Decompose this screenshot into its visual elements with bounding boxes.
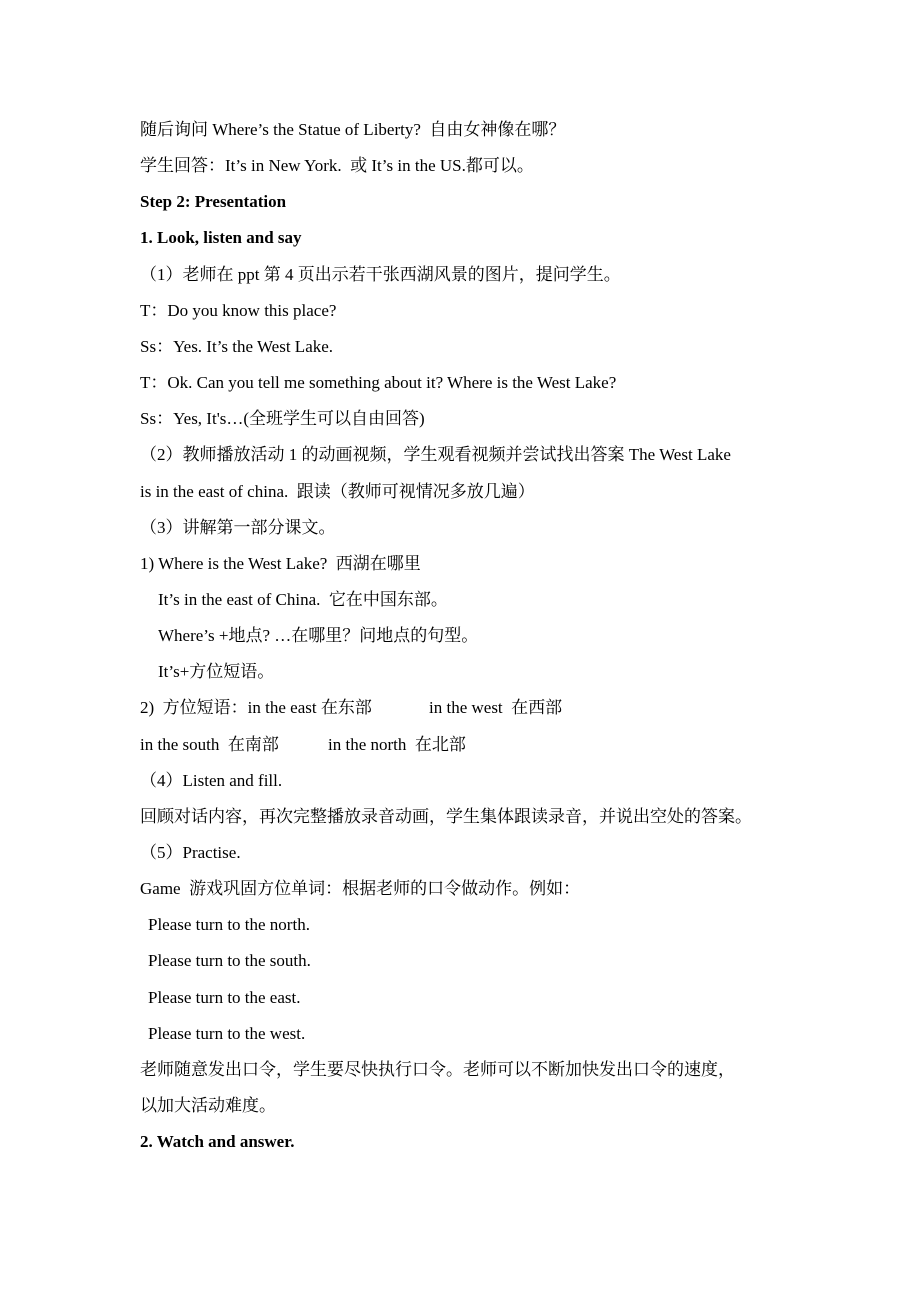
text-segment: （4）Listen and fill. [140,770,283,790]
text-segment: Step 2: Presentation [140,192,287,212]
text-segment: It’s in the east of China. 它在中国东部。 [158,589,448,609]
text-segment: Please turn to the east. [148,987,301,1007]
text-segment: T：Ok. Can you tell me something about it? Where is the West Lake? [140,373,617,393]
text-segment: Please turn to the west. [148,1023,306,1043]
text-segment: Where’s +地点? …在哪里？问地点的句型。 [158,626,479,646]
text-segment: It’s+方位短语。 [158,662,275,682]
text-segment: T：Do you know this place? [140,300,337,320]
text-segment: （1）老师在 ppt 第 4 页出示若干张西湖风景的图片，提问学生。 [140,264,621,284]
text-segment: 1. Look, listen and say [140,228,302,248]
text-segment: 1) Where is the West Lake? 西湖在哪里 [140,553,421,573]
text-segment: 2. Watch and answer. [140,1132,295,1152]
text-segment: is in the east of china. 跟读（教师可视情况多放几遍） [140,481,535,501]
text-segment: Please turn to the south. [148,951,311,971]
text-segment: Ss：Yes. It’s the West Lake. [140,336,334,356]
text-segment: 回顾对话内容，再次完整播放录音动画，学生集体跟读录音，并说出空处的答案。 [140,806,752,826]
text-segment: 学生回答：It’s in New York. 或 It’s in the US.都可以。 [140,156,534,176]
text-segment: Please turn to the north. [148,915,310,935]
text-segment: Game 游戏巩固方位单词：根据老师的口令做动作。例如： [140,879,581,899]
text-segment: （3）讲解第一部分课文。 [140,517,336,537]
text-segment: in the north 在北部 [328,734,466,754]
text-segment: in the west 在西部 [429,698,563,718]
text-segment: Ss：Yes, It's…(全班学生可以自由回答) [140,409,425,429]
text-segment: （5）Practise. [140,843,241,862]
text-segment: 随后询问 Where’s the Statue of Liberty? 自由女神像在哪？ [140,120,566,139]
text-segment: 2) 方位短语：in the east 在东部 [140,698,372,718]
text-segment: in the south 在南部 [140,734,279,754]
text-segment: （2）教师播放活动 1 的动画视频，学生观看视频并尝试找出答案 The West Lake [140,445,731,465]
text-segment: 老师随意发出口令，学生要尽快执行口令。老师可以不断加快发出口令的速度， [140,1059,735,1079]
text-segment: 以加大活动难度。 [140,1096,276,1116]
